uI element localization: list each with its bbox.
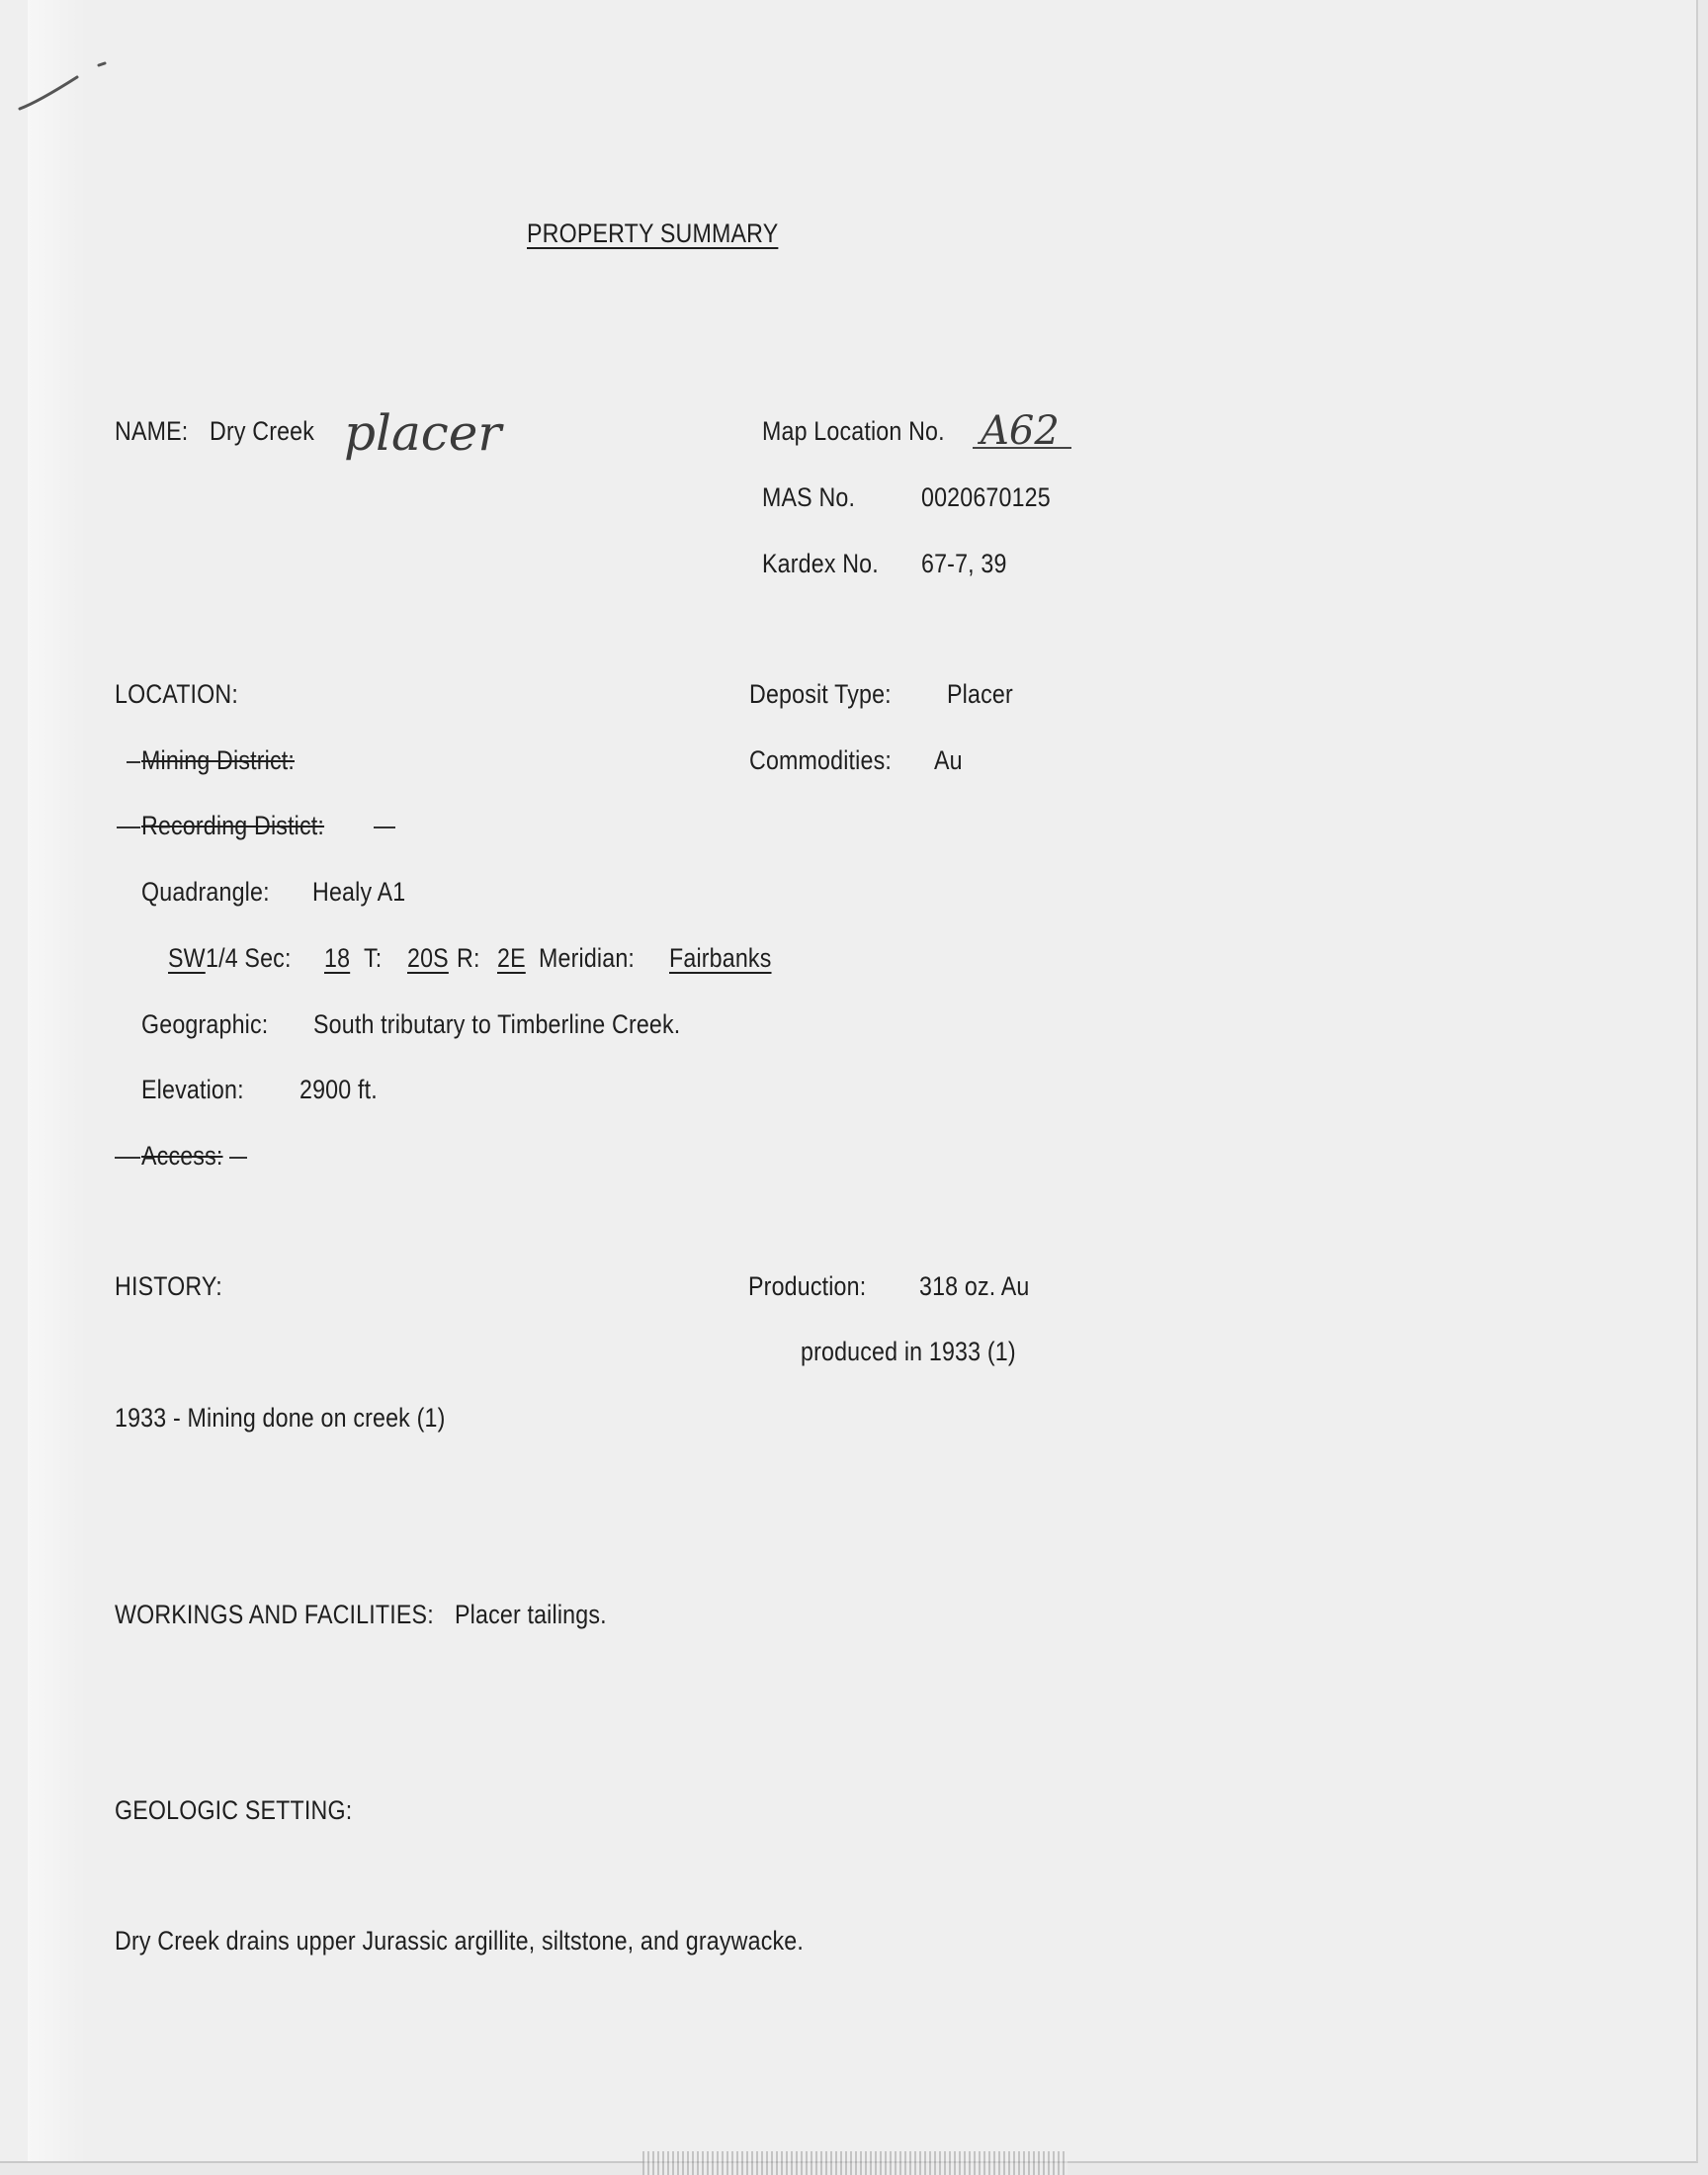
commodities-label: Commodities:	[749, 745, 893, 775]
sw-value: SW	[168, 943, 206, 973]
kardex-value: 67-7, 39	[921, 549, 1007, 578]
geographic-label: Geographic:	[141, 1009, 269, 1039]
r-label: R:	[457, 943, 480, 973]
strike-tail-recording	[374, 826, 395, 828]
name-value: Dry Creek	[210, 416, 315, 446]
production-note: produced in 1933 (1)	[801, 1337, 1016, 1366]
production-value: 318 oz. Au	[919, 1271, 1030, 1301]
sec-value: 18	[324, 943, 351, 973]
map-location-label: Map Location No.	[762, 416, 945, 446]
map-location-value: A62	[981, 408, 1060, 454]
mas-label: MAS No.	[762, 482, 856, 512]
recording-district-label: Recording Distict:	[141, 811, 325, 840]
quadrangle-label: Quadrangle:	[141, 877, 270, 907]
strike-lead-recording	[117, 826, 140, 828]
geologic-label: GEOLOGIC SETTING:	[115, 1795, 353, 1825]
r-value: 2E	[497, 943, 526, 973]
workings-label: WORKINGS AND FACILITIES:	[115, 1600, 434, 1629]
scan-edge-mark	[642, 2151, 1068, 2175]
quadrangle-value: Healy A1	[312, 877, 406, 907]
location-label: LOCATION:	[115, 679, 238, 709]
history-entry: 1933 - Mining done on creek (1)	[115, 1403, 446, 1433]
name-handwritten: placer	[344, 404, 502, 462]
access-label: Access:	[141, 1141, 223, 1171]
pen-mark-icon	[16, 57, 115, 117]
elevation-value: 2900 ft.	[299, 1075, 378, 1104]
commodities-value: Au	[934, 745, 963, 775]
deposit-type-value: Placer	[947, 679, 1013, 709]
mas-value: 0020670125	[921, 482, 1051, 512]
production-label: Production:	[748, 1271, 867, 1301]
workings-value: Placer tailings.	[455, 1600, 607, 1629]
strike-lead-access	[115, 1157, 140, 1159]
geologic-value: Dry Creek drains upper Jurassic argillite, siltstone, and graywacke.	[115, 1926, 804, 1956]
quarter-sec-label: 1/4 Sec:	[206, 943, 292, 973]
geographic-value: South tributary to Timberline Creek.	[313, 1009, 681, 1039]
kardex-label: Kardex No.	[762, 549, 879, 578]
meridian-value: Fairbanks	[669, 943, 772, 973]
meridian-label: Meridian:	[539, 943, 636, 973]
history-label: HISTORY:	[115, 1271, 222, 1301]
document-title: PROPERTY SUMMARY	[527, 218, 779, 248]
t-value: 20S	[407, 943, 449, 973]
strike-tail-access	[229, 1157, 247, 1159]
name-label: NAME:	[115, 416, 189, 446]
map-location-underline	[973, 447, 1071, 449]
deposit-type-label: Deposit Type:	[749, 679, 892, 709]
strike-lead-mining	[127, 761, 140, 763]
binding-shadow	[28, 0, 87, 2161]
elevation-label: Elevation:	[141, 1075, 244, 1104]
t-label: T:	[364, 943, 383, 973]
mining-district-label: Mining District:	[141, 745, 296, 775]
